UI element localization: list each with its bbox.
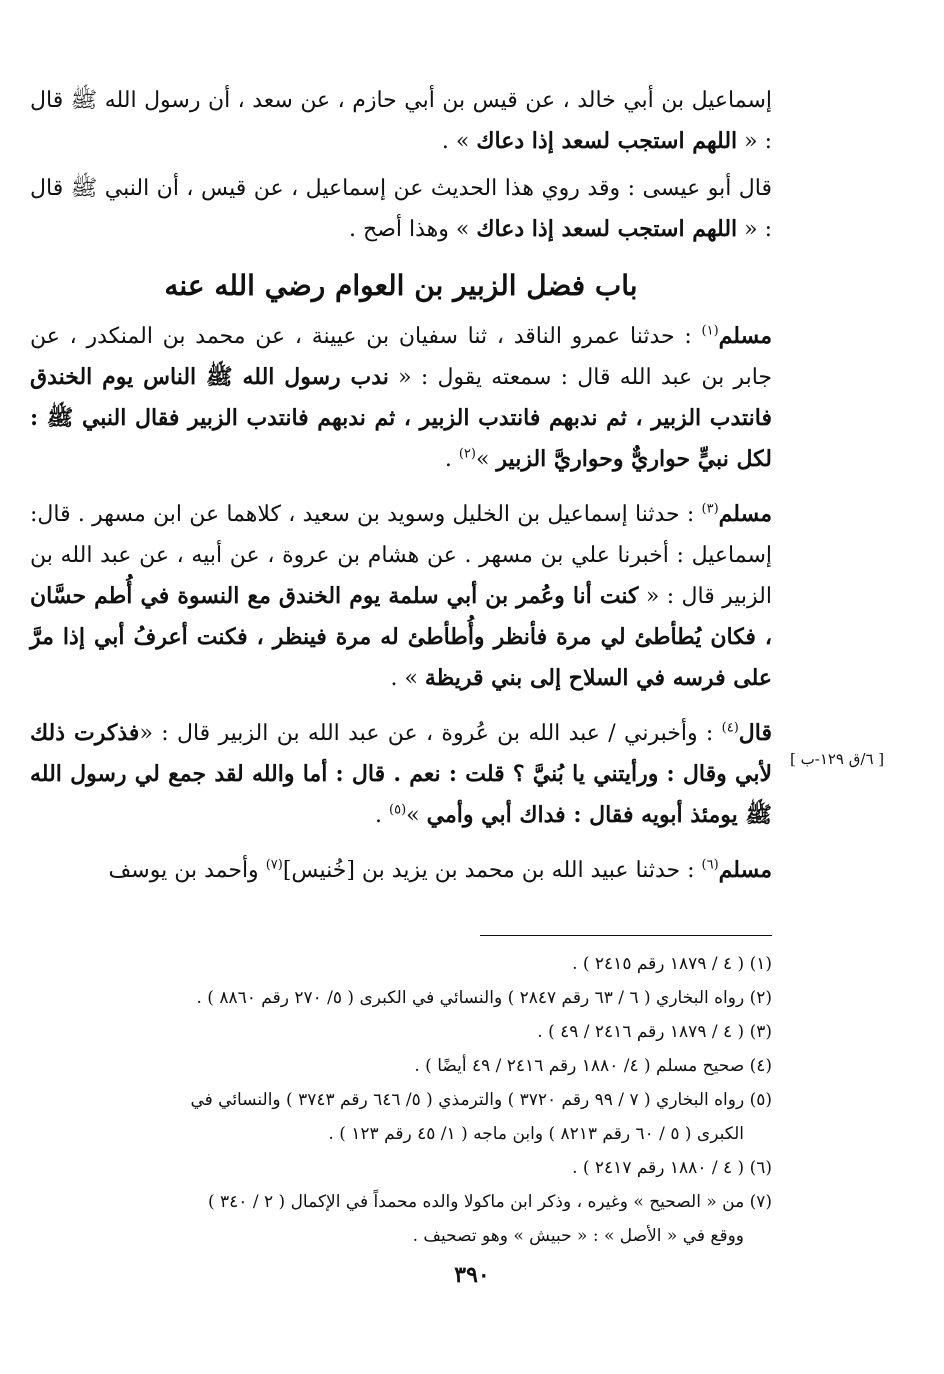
narrator-lead: مسلم <box>718 501 772 527</box>
footnote-divider <box>480 935 772 936</box>
footnote-5: (٥) رواه البخاري ( ٧ / ٩٩ رقم ٣٧٢٠ ) والترمذي ( ٥/ ٦٤٦ رقم ٣٧٤٣ ) والنسائي في <box>190 1090 772 1110</box>
footnote-3: (٣) ( ٤ / ١٨٧٩ رقم ٢٤١٦ / ٤٩ ) . <box>537 1022 772 1042</box>
text-run: . <box>444 447 459 472</box>
text-run: وأحمد بن يوسف <box>108 858 266 883</box>
hadith-text: فذكرت ذلك لأبي وقال : ورأيتني يا بُنيَّ ؟ قلت : نعم . قال : أما والله لقد جمع لي رسول الله ﷺ يومئذ أبويه فقال : فداك أبي وأمي <box>30 720 772 828</box>
narrator-lead: مسلم <box>718 323 772 349</box>
footnote-continuation: الكبرى ( ٥ / ٦٠ رقم ٨٢١٣ ) وابن ماجه ( ١/ ٤٥ رقم ١٢٣ ) . <box>328 1124 744 1144</box>
main-text <box>30 80 772 905</box>
paragraph-2 <box>30 168 772 250</box>
footnote-continuation: ووقع في « الأصل » : « حبيش » وهو تصحيف . <box>412 1226 744 1246</box>
narrator-lead: مسلم <box>718 857 772 883</box>
paragraph-6 <box>30 850 772 891</box>
footnote-ref: (٥) <box>389 802 407 818</box>
text-run: : حدثنا عمرو الناقد ، ثنا سفيان بن عيينة ، عن محمد بن المنكدر ، عن جابر بن عبد الله قال : سمعته يقول : « <box>30 324 772 390</box>
paragraph-5 <box>30 713 772 836</box>
hadith-text: ندب رسول الله ﷺ الناس يوم الخندق فانتدب الزبير ، ثم ندبهم فانتدب الزبير ، ثم ندبهم فانتدب الزبير فقال النبي ﷺ : لكل نبيٍّ حواريٌّ وحواريَّ الزبير <box>30 364 772 472</box>
text-run: » <box>475 447 497 472</box>
footnote-6: (٦) ( ٤ / ١٨٨٠ رقم ٢٤١٧ ) . <box>572 1158 772 1178</box>
text-run: » <box>406 803 427 828</box>
footnote-1: (١) ( ٤ / ١٨٧٩ رقم ٢٤١٥ ) . <box>572 954 772 974</box>
hadith-text: اللهم استجب لسعد إذا دعاك <box>476 128 738 154</box>
footnote-5-continued <box>30 1117 772 1151</box>
footnote-4: (٤) صحيح مسلم ( ٤/ ١٨٨٠ رقم ٢٤١٦ / ٤٩ أيضًا ) . <box>414 1056 772 1076</box>
text-run: » . <box>390 666 425 691</box>
footnote-7: (٧) من « الصحيح » وغيره ، وذكر ابن ماكولا والده محمداً في الإكمال ( ٢ / ٣٤٠ ) <box>208 1192 772 1212</box>
text-run: قال أبو عيسى : وقد روي هذا الحديث عن إسماعيل ، عن قيس ، أن النبي ﷺ قال : « <box>30 176 773 242</box>
paragraph-3 <box>30 316 772 480</box>
footnotes <box>30 947 772 1253</box>
paragraph-4 <box>30 494 772 699</box>
narrator-lead: قال <box>738 720 773 746</box>
paragraph-1 <box>30 80 772 162</box>
hadith-text: كنت أنا وعُمر بن أبي سلمة يوم الخندق مع النسوة في أُطم حسَّان ، فكان يُطأطئ لي مرة فأنظر وأُطأطئ له مرة فينظر ، فكنت أعرفُ أبي إذا مرَّ على فرسه في السلاح إلى بني قريظة <box>30 583 772 691</box>
hadith-text: اللهم استجب لسعد إذا دعاك <box>476 216 738 242</box>
footnote-ref: (٦) <box>701 857 719 873</box>
text-run: » . <box>441 129 477 154</box>
footnote-ref: (٧) <box>265 857 283 873</box>
manuscript-folio-note: [ ٦/ق ١٢٩-ب ] <box>790 750 885 768</box>
text-run: : وأخبرني / عبد الله بن عُروة ، عن عبد الله بن الزبير قال : « <box>139 721 722 746</box>
footnote-ref: (٤) <box>721 720 739 736</box>
text-run: إسماعيل بن أبي خالد ، عن قيس بن أبي حازم ، عن سعد ، أن رسول الله ﷺ قال : « <box>30 88 772 154</box>
text-run: » وهذا أصح . <box>349 217 477 242</box>
text-run: : حدثنا إسماعيل بن الخليل وسويد بن سعيد ، كلاهما عن ابن مسهر . قال: إسماعيل : أخبرنا علي بن مسهر . عن هشام بن عروة ، عن أبيه ، عن عبد الله بن الزبير قال : « <box>30 502 772 609</box>
footnote-7-continued <box>30 1219 772 1253</box>
text-run: . <box>375 803 390 828</box>
footnote-ref: (٢) <box>458 446 476 462</box>
footnote-ref: (٣) <box>701 501 719 517</box>
footnote-ref: (١) <box>701 323 719 339</box>
footnote-2: (٢) رواه البخاري ( ٦ / ٦٣ رقم ٢٨٤٧ ) والنسائي في الكبرى ( ٥/ ٢٧٠ رقم ٨٨٦٠ ) . <box>196 988 772 1008</box>
text-run: : حدثنا عبيد الله بن محمد بن يزيد بن [خُنيس] <box>282 858 702 883</box>
chapter-heading: باب فضل الزبير بن العوام رضي الله عنه <box>164 269 638 302</box>
page-number: ٣٩٠ <box>454 1262 490 1288</box>
